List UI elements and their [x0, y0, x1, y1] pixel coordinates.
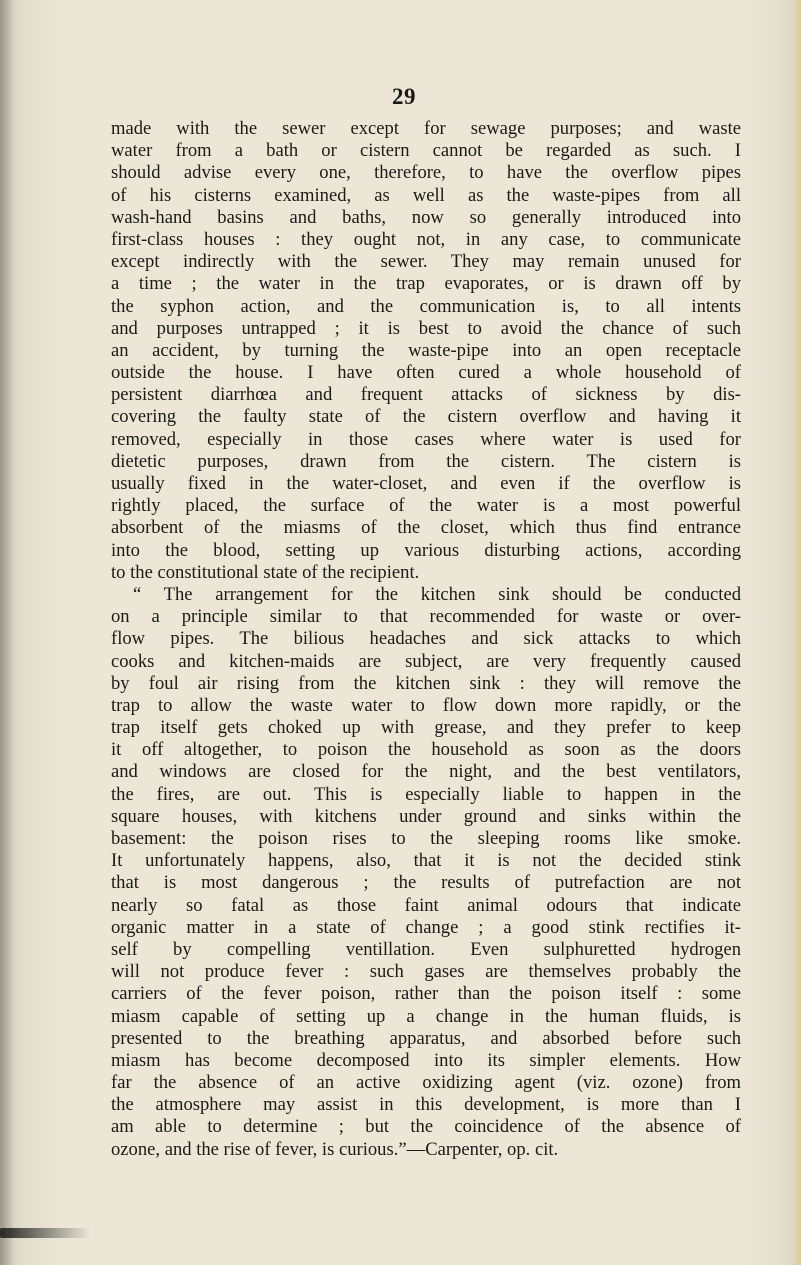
binding-gutter-shadow [0, 0, 14, 1265]
text-line: presented to the breathing apparatus, and absorbed before such [111, 1027, 741, 1049]
text-line: will not produce fever : such gases are themselves probably the [111, 961, 741, 983]
text-line: persistent diarrhœa and frequent attacks of sickness by dis- [111, 384, 741, 406]
text-line: covering the faulty state of the cistern overflow and having it [111, 406, 741, 428]
text-line: it off altogether, to poison the household as soon as the doors [111, 739, 741, 761]
text-line: absorbent of the miasms of the closet, which thus find entrance [111, 517, 741, 539]
text-line: dietetic purposes, drawn from the cistern. The cistern is [111, 450, 741, 472]
text-line: trap itself gets choked up with grease, and they prefer to keep [111, 717, 741, 739]
text-line: miasm capable of setting up a change in the human fluids, is [111, 1005, 741, 1027]
text-line: the syphon action, and the communication is, to all intents [111, 295, 741, 317]
text-line: square houses, with kitchens under ground and sinks within the [111, 805, 741, 827]
text-line: basement: the poison rises to the sleeping rooms like smoke. [111, 828, 741, 849]
text-line: flow pipes. The bilious headaches and sick attacks to which [111, 628, 741, 650]
text-line: wash-hand basins and baths, now so generally introduced into [111, 206, 741, 228]
text-line: a time ; the water in the trap evaporates, or is drawn off by [111, 273, 741, 295]
text-line: made with the sewer except for sewage purposes; and waste [111, 118, 741, 139]
text-line: trap to allow the waste water to flow down more rapidly, or the [111, 694, 741, 716]
text-line: miasm has become decomposed into its simpler elements. How [111, 1049, 741, 1071]
binding-mark [0, 1228, 90, 1238]
text-line: the fires, are out. This is especially liable to happen in the [111, 783, 741, 805]
text-line: organic matter in a state of change ; a good stink rectifies it- [111, 916, 741, 938]
text-line: the atmosphere may assist in this development, is more than I [111, 1094, 741, 1116]
text-line: self by compelling ventillation. Even sulphuretted hydrogen [111, 938, 741, 960]
text-line: It unfortunately happens, also, that it is not the decided stink [111, 850, 741, 872]
text-line: except indirectly with the sewer. They may remain unused for [111, 251, 741, 273]
text-line: am able to determine ; but the coincidence of the absence of [111, 1116, 741, 1138]
text-line: nearly so fatal as those faint animal odours that indicate [111, 894, 741, 916]
page-number: 29 [392, 84, 416, 109]
text-line: into the blood, setting up various disturbing actions, according [111, 539, 741, 561]
text-line: first-class houses : they ought not, in any case, to communicate [111, 228, 741, 250]
text-line: outside the house. I have often cured a whole household of [111, 362, 741, 384]
text-line: removed, especially in those cases where water is used for [111, 428, 741, 450]
text-line: that is most dangerous ; the results of putrefaction are not [111, 872, 741, 894]
text-line: far the absence of an active oxidizing agent (viz. ozone) from [111, 1072, 741, 1094]
text-line: water from a bath or cistern cannot be regarded as such. I [111, 140, 741, 162]
paragraph-end-line: to the constitutional state of the recipient. [111, 561, 420, 583]
body-text [111, 118, 741, 1161]
text-line: by foul air rising from the kitchen sink : they will remove the [111, 672, 741, 694]
text-line: rightly placed, the surface of the water is a most powerful [111, 495, 741, 517]
text-line: and windows are closed for the night, and the best ventilators, [111, 761, 741, 783]
text-line: carriers of the fever poison, rather than the poison itself : some [111, 983, 741, 1005]
citation-line: ozone, and the rise of fever, is curious.”—Carpenter, op. cit. [111, 1138, 559, 1160]
text-line: of his cisterns examined, as well as the waste-pipes from all [111, 184, 741, 206]
page-edge [793, 0, 801, 1265]
text-line: an accident, by turning the waste-pipe into an open receptacle [111, 339, 741, 361]
text-line: cooks and kitchen-maids are subject, are very frequently caused [111, 650, 741, 672]
text-line: usually fixed in the water-closet, and even if the overflow is [111, 473, 741, 494]
paragraph-start-line: “ The arrangement for the kitchen sink should be conducted [133, 583, 741, 605]
text-line: on a principle similar to that recommended for waste or over- [111, 606, 741, 628]
text-line: should advise every one, therefore, to have the overflow pipes [111, 162, 741, 184]
text-line: and purposes untrapped ; it is best to avoid the chance of such [111, 317, 741, 339]
